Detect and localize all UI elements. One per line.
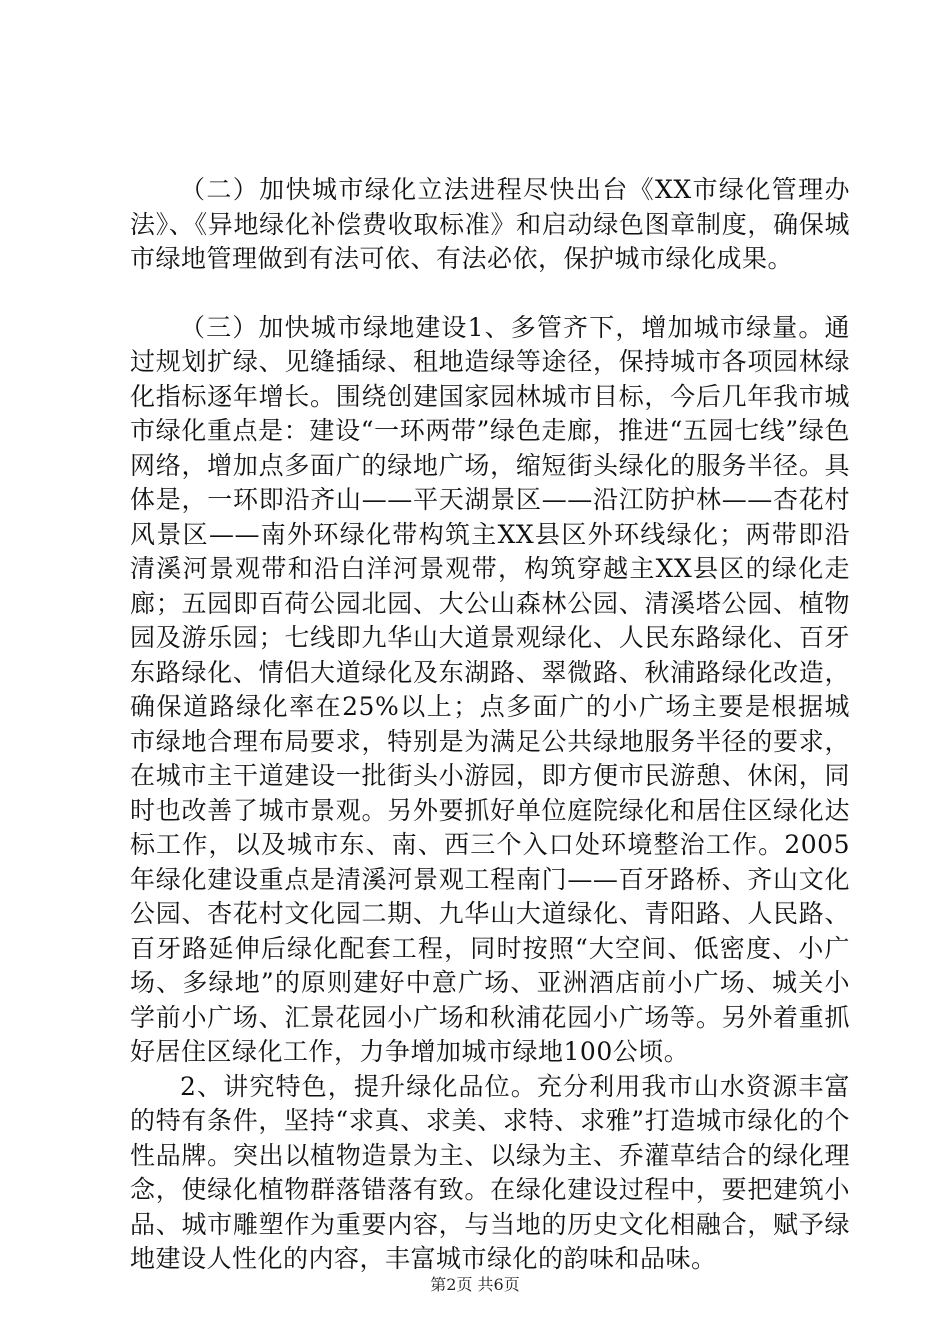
- page-number-footer: 第2页 共6页: [430, 1275, 520, 1294]
- document-body: [130, 173, 850, 1277]
- paragraph-green-space-construction: （三）加快城市绿地建设1、多管齐下，增加城市绿量。通过规划扩绿、见缝插绿、租地造绿等途径，保持城市各项园林绿化指标逐年增长。围绕创建国家园林城市目标，今后几年我市城市绿化重点是：建设“一环两带”绿色走廊，推进“五园七线”绿色网络，增加点多面广的绿地广场，缩短街头绿化的服务半径。具体是，一环即沿齐山——平天湖景区——沿江防护林——杏花村风景区——南外环绿化带构筑主XX县区外环线绿化；两带即沿清溪河景观带和沿白洋河景观带，构筑穿越主XX县区的绿化走廊；五园即百荷公园北园、大公山森林公园、清溪塔公园、植物园及游乐园；七线即九华山大道景观绿化、人民东路绿化、百牙东路绿化、情侣大道绿化及东湖路、翠微路、秋浦路绿化改造，确保道路绿化率在25%以上；点多面广的小广场主要是根据城市绿地合理布局要求，特别是为满足公共绿地服务半径的要求，在城市主干道建设一批街头小游园，即方便市民游憩、休闲，同时也改善了城市景观。另外要抓好单位庭院绿化和居住区绿化达标工作，以及城市东、南、西三个入口处环境整治工作。2005年绿化建设重点是清溪河景观工程南门——百牙路桥、齐山文化公园、杏花村文化园二期、九华山大道绿化、青阳路、人民路、百牙路延伸后绿化配套工程，同时按照“大空间、低密度、小广场、多绿地”的原则建好中意广场、亚洲酒店前小广场、城关小学前小广场、汇景花园小广场和秋浦花园小广场等。另外着重抓好居住区绿化工作，力争增加城市绿地100公顷。: [130, 312, 850, 1066]
- paragraph-characteristics: 2、讲究特色，提升绿化品位。充分利用我市山水资源丰富的特有条件，坚持“求真、求美、求特、求雅”打造城市绿化的个性品牌。突出以植物造景为主、以绿为主、乔灌草结合的绿化理念，使绿化植物群落错落有致。在绿化建设过程中，要把建筑小品、城市雕塑作为重要内容，与当地的历史文化相融合，赋予绿地建设人性化的内容，丰富城市绿化的韵味和品味。: [130, 1071, 850, 1273]
- paragraph-legislation: （二）加快城市绿化立法进程尽快出台《XX市绿化管理办法》、《异地绿化补偿费收取标准》和启动绿色图章制度，确保城市绿地管理做到有法可依、有法必依，保护城市绿化成果。: [130, 175, 850, 273]
